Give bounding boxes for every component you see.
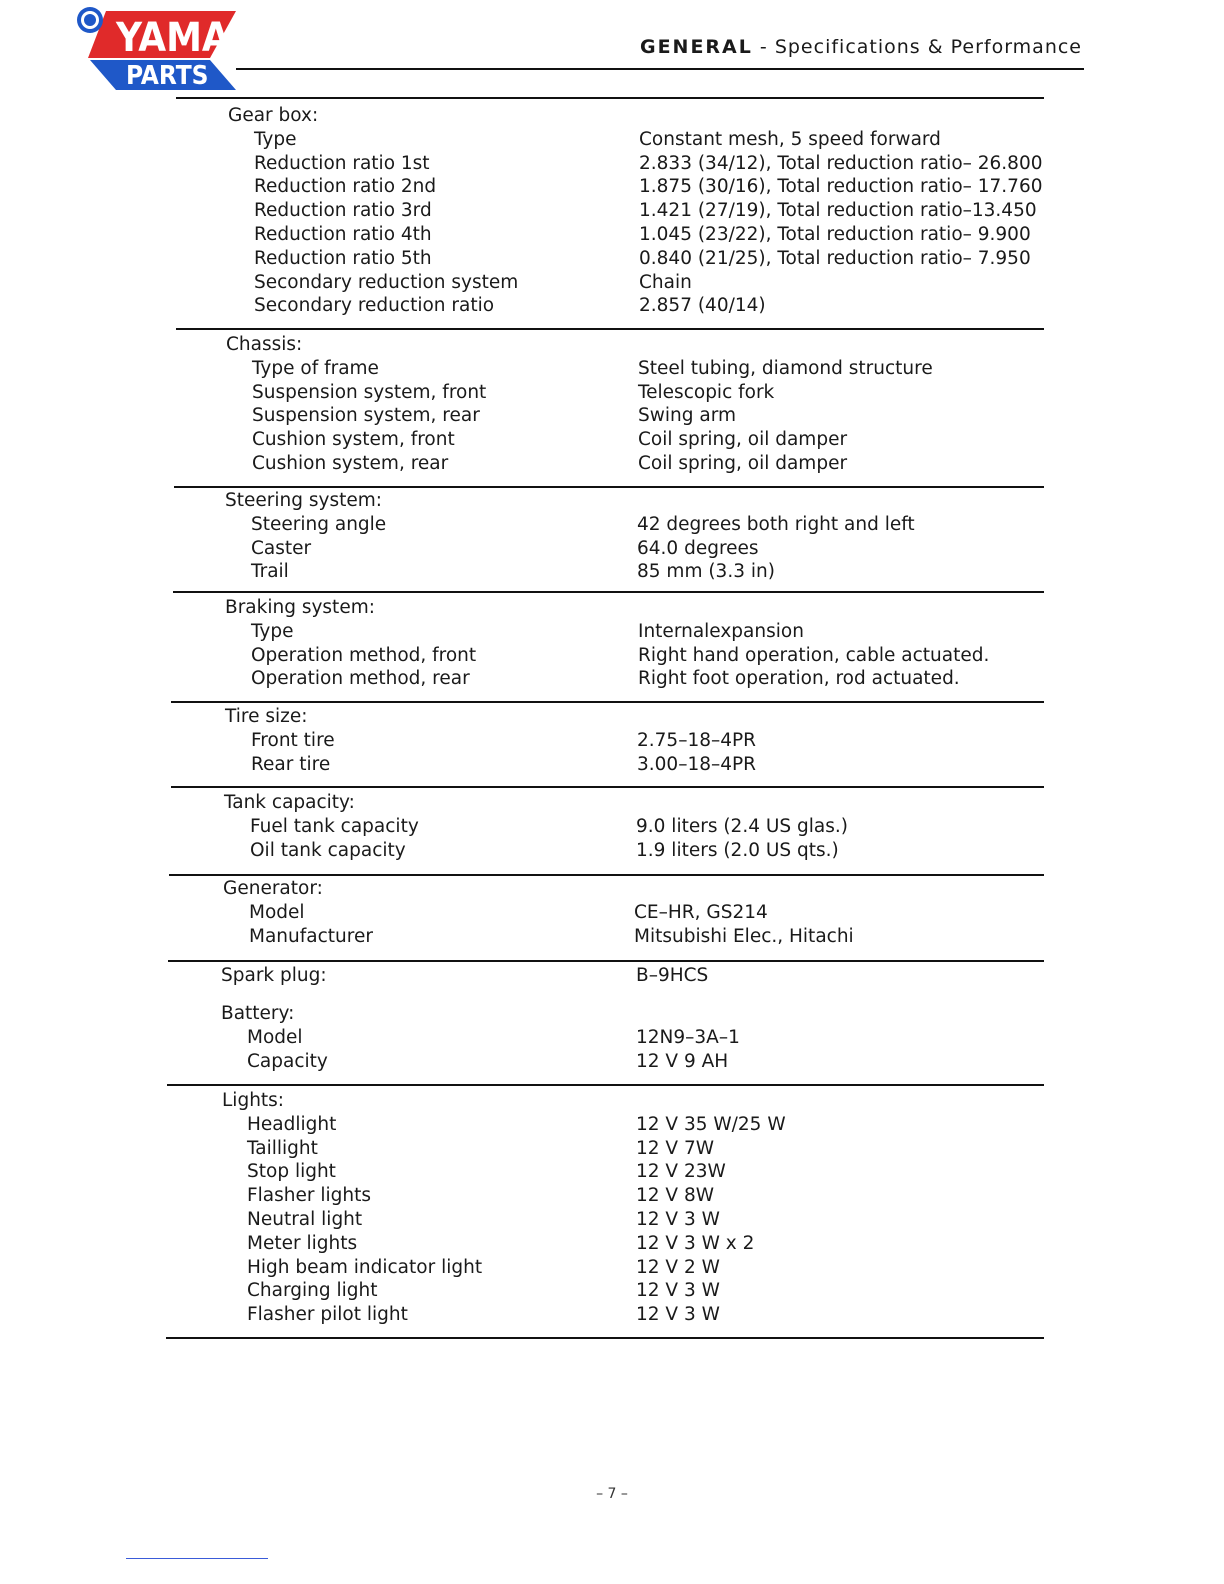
spec-label: Model — [247, 1026, 303, 1048]
section-divider — [169, 874, 1044, 876]
yamaparts-logo — [76, 6, 238, 92]
spec-label: High beam indicator light — [247, 1256, 483, 1278]
header-rule — [236, 68, 1084, 70]
spec-label: Steering angle — [251, 513, 387, 535]
spec-label: Cushion system, front — [252, 429, 455, 451]
spec-value: 42 degrees both right and left — [637, 513, 915, 535]
spec-label: Neutral light — [247, 1209, 363, 1230]
spec-value: CE–HR, GS214 — [634, 901, 768, 923]
spec-label: Manufacturer — [249, 925, 373, 947]
top-divider — [176, 97, 1044, 99]
spec-value: 1.045 (23/22), Total reduction ratio– 9.900 — [639, 224, 1031, 245]
spec-label: Type — [251, 620, 294, 642]
spec-label: Reduction ratio 1st — [254, 152, 430, 174]
spec-label: Model — [249, 901, 305, 923]
spec-value: 12 V 7W — [636, 1137, 715, 1159]
spec-label: Suspension system, front — [252, 381, 487, 403]
section-divider — [171, 701, 1044, 703]
spec-value: Coil spring, oil damper — [638, 429, 848, 451]
spec-label: Operation method, front — [251, 644, 477, 666]
spec-value: 12 V 35 W/25 W — [636, 1113, 786, 1135]
spec-label: Fuel tank capacity — [250, 815, 419, 837]
spec-value: 64.0 degrees — [637, 537, 759, 559]
spec-label: Stop light — [247, 1161, 336, 1183]
section-heading-value: B–9HCS — [636, 965, 709, 986]
spec-value: 12 V 8W — [636, 1185, 715, 1207]
sub-heading: Battery: — [221, 1003, 295, 1024]
spec-value: 1.9 liters (2.0 US qts.) — [636, 839, 839, 861]
spec-value: Chain — [639, 271, 692, 293]
spec-value: 12 V 3 W — [636, 1280, 720, 1302]
section-heading: Tire size: — [225, 706, 308, 727]
spec-value: Mitsubishi Elec., Hitachi — [634, 925, 854, 947]
section-divider — [166, 1337, 1044, 1339]
section-divider — [168, 960, 1044, 962]
spec-label: Secondary reduction ratio — [254, 295, 495, 317]
spec-value: 12N9–3A–1 — [636, 1026, 740, 1048]
spec-value: 2.833 (34/12), Total reduction ratio– 26.800 — [639, 152, 1043, 174]
section-heading: Gear box: — [228, 105, 319, 126]
section-heading: Spark plug: — [221, 965, 327, 986]
section-divider — [167, 1084, 1044, 1086]
spec-label: Reduction ratio 5th — [254, 247, 432, 269]
spec-value: 12 V 23W — [636, 1161, 726, 1183]
spec-value: 85 mm (3.3 in) — [637, 561, 775, 583]
spec-value: 12 V 9 AH — [636, 1050, 729, 1072]
spec-label: Reduction ratio 2nd — [254, 176, 437, 198]
spec-value: Swing arm — [638, 405, 737, 427]
bottom-underline — [126, 1558, 268, 1559]
section-divider — [171, 786, 1044, 788]
spec-value: Right hand operation, cable actuated. — [638, 644, 990, 666]
spec-value: 12 V 2 W — [636, 1256, 720, 1278]
spec-value: 0.840 (21/25), Total reduction ratio– 7.950 — [639, 247, 1031, 269]
page-number: – 7 – — [596, 1486, 628, 1502]
spec-value: Constant mesh, 5 speed forward — [639, 128, 941, 150]
spec-label: Rear tire — [251, 753, 331, 775]
spec-value: 1.875 (30/16), Total reduction ratio– 17.760 — [639, 176, 1043, 198]
section-heading: Lights: — [222, 1090, 285, 1111]
spec-value: 12 V 3 W — [636, 1209, 720, 1230]
spec-label: Cushion system, rear — [252, 453, 449, 474]
section-divider — [174, 486, 1044, 488]
section-heading: Braking system: — [225, 597, 375, 618]
spec-value: 12 V 3 W x 2 — [636, 1232, 755, 1254]
logo-text-top: YAMA — [116, 15, 230, 61]
spec-value: 3.00–18–4PR — [637, 753, 757, 775]
spec-label: Taillight — [247, 1137, 318, 1159]
section-heading: Steering system: — [225, 490, 382, 511]
spec-value: Internalexpansion — [638, 620, 804, 642]
section-heading: Tank capacity: — [224, 792, 355, 813]
logo-text-bottom: PARTS — [126, 61, 209, 91]
spec-label: Charging light — [247, 1280, 378, 1302]
spec-label: Secondary reduction system — [254, 271, 519, 293]
spec-value: 1.421 (27/19), Total reduction ratio–13.450 — [639, 200, 1037, 222]
spec-label: Operation method, rear — [251, 668, 470, 690]
page-title — [640, 36, 1082, 58]
spec-value: Coil spring, oil damper — [638, 453, 848, 474]
spec-label: Reduction ratio 4th — [254, 224, 432, 245]
spec-value: 12 V 3 W — [636, 1304, 720, 1326]
spec-label: Front tire — [251, 729, 335, 751]
spec-label: Type — [254, 128, 297, 150]
section-divider — [173, 591, 1044, 593]
spec-label: Oil tank capacity — [250, 839, 406, 861]
spec-value: 2.75–18–4PR — [637, 729, 757, 751]
section-title: GENERAL — [639, 36, 753, 58]
spec-value: 9.0 liters (2.4 US glas.) — [636, 815, 848, 837]
spec-label: Type of frame — [252, 357, 379, 379]
spec-label: Capacity — [247, 1050, 328, 1072]
spec-label: Reduction ratio 3rd — [254, 200, 432, 222]
spec-value: Steel tubing, diamond structure — [638, 357, 933, 379]
yamaparts-logo-graphic — [76, 6, 238, 92]
spec-label: Trail — [251, 561, 289, 583]
section-divider — [176, 328, 1044, 330]
spec-label: Flasher lights — [247, 1185, 371, 1207]
section-heading: Generator: — [223, 878, 323, 899]
section-subtitle: Specifications & Performance — [774, 36, 1082, 58]
spec-value: Right foot operation, rod actuated. — [638, 668, 960, 690]
spec-label: Meter lights — [247, 1232, 358, 1254]
title-separator: - — [752, 36, 775, 58]
spec-label: Flasher pilot light — [247, 1304, 408, 1326]
spec-value: Telescopic fork — [638, 381, 775, 403]
spec-label: Suspension system, rear — [252, 405, 480, 427]
section-heading: Chassis: — [226, 334, 303, 355]
spec-label: Headlight — [247, 1113, 337, 1135]
spec-label: Caster — [251, 537, 312, 559]
spec-value: 2.857 (40/14) — [639, 295, 766, 317]
